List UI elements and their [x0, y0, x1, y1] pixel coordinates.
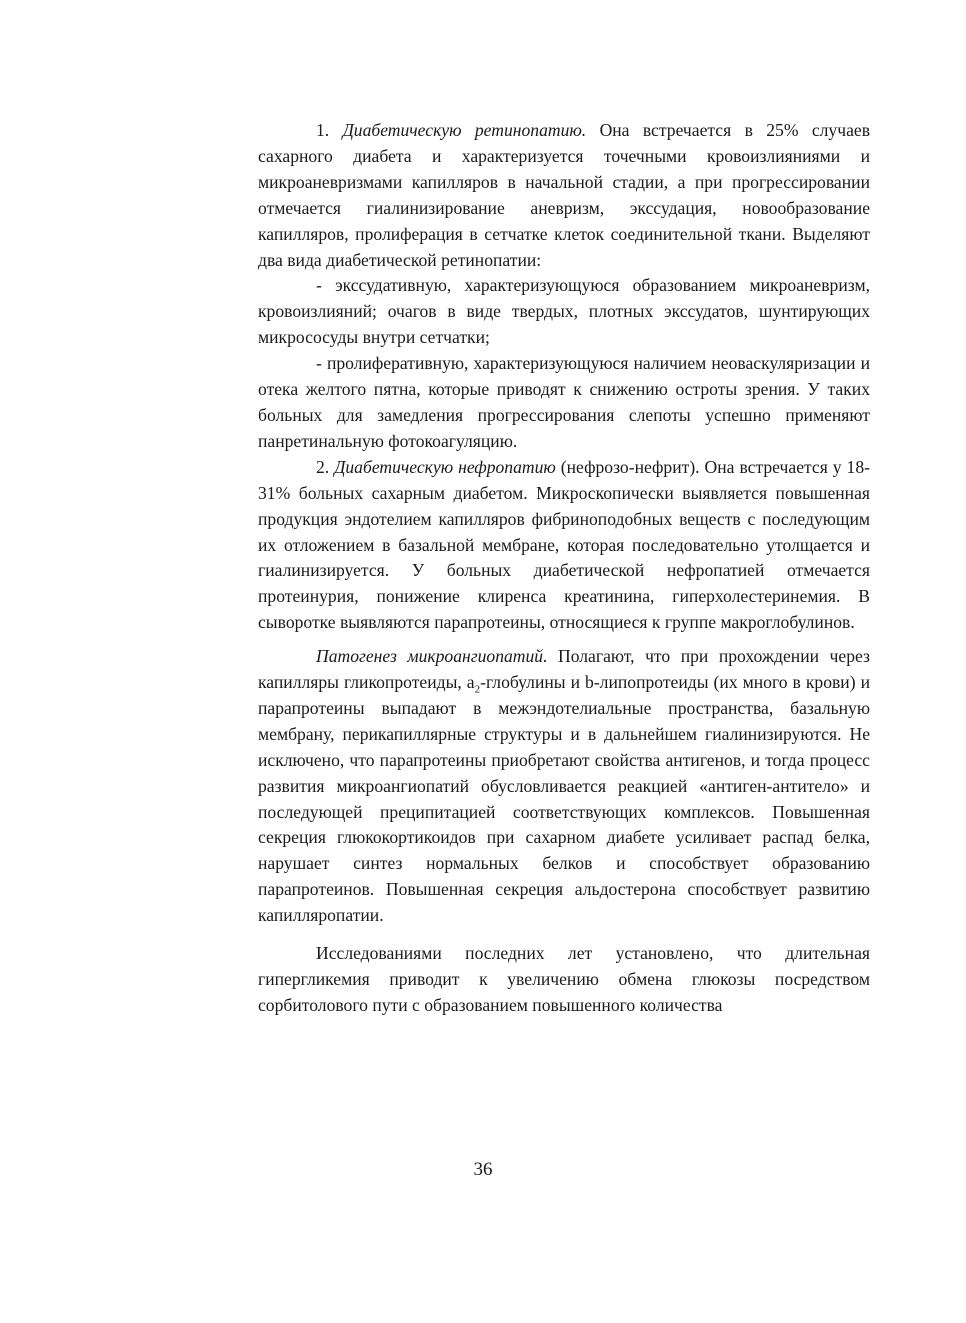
- paragraph-research: [258, 941, 870, 1019]
- paragraph-nephropathy: [258, 455, 870, 636]
- paragraph-text: (нефрозо-нефрит). Она встречается у 18-31% больных сахарным диабетом. Микроскопически выявляется повышенная продукция эндотелием капилляров фибриноподобных веществ с последующим их отложением в базальной мембране, которая последовательно утолщается и гиалинизируется. У больных диабетической нефропатией отмечается протеинурия, понижение клиренса креатинина, гиперхолестеринемия. В сыворотке выявляются парапротеины, относящиеся к группе макроглобулинов.: [258, 456, 871, 633]
- paragraph-retinopathy: [258, 118, 870, 273]
- page-number: 36: [473, 1159, 493, 1180]
- paragraph-text-b: -глобулины и b-липопротеиды (их много в крови) и парапротеины выпадают в межэндотелиальные пространства, базальную мембрану, перикапиллярные структуры и в дальнейшем гиалинизируются. Не исключено, что парапротеины приобретают свойства антигенов, и тогда процесс развития микроангиопатий обусловливается реакцией «антиген-антитело» и последующей преципитацией соответствующих комплексов. Повышенная секреция глюкокортикоидов при сахарном диабете усиливает распад белка, нарушает синтез нормальных белков и способствует образованию парапротеинов. Повышенная секреция альдостерона способствует развитию капилляропатии.: [258, 672, 870, 926]
- term-retinopathy: Диабетическую ретинопатию.: [342, 120, 587, 140]
- item-number: 1.: [316, 120, 330, 140]
- paragraph-text-a: Полагают, что при прохождении через капилляры гликопротеиды, a: [258, 646, 870, 693]
- paragraph-proliferative: [258, 351, 870, 455]
- subscript: 2: [474, 683, 481, 696]
- item-number: 2.: [316, 456, 330, 477]
- paragraph-text: - пролиферативную, характеризующуюся наличием неоваскуляризации и отека желтого пятна, которые приводят к снижению остроты зрения. У таких больных для замедления прогрессирования слепоты успешно применяют панретинальную фотокоагуляцию.: [258, 353, 870, 451]
- term-pathogenesis: Патогенез микроангиопатий.: [316, 646, 548, 667]
- paragraph-text: - экссудативную, характеризующуюся образованием микроаневризм, кровоизлияний; очагов в виде твердых, плотных экссудатов, шунтирующих микрососуды внутри сетчатки;: [258, 275, 870, 348]
- term-nephropathy: Диабетическую нефропатию: [334, 456, 556, 477]
- page-body: [258, 118, 870, 1019]
- paragraph-pathogenesis: [258, 644, 870, 929]
- paragraph-exudative: [258, 273, 870, 351]
- paragraph-text: Она встречается в 25% случаев сахарного диабета и характеризуется точечными кровоизлияниями и микроаневризмами капилляров в начальной стадии, а при прогрессировании отмечается гиалинизирование аневризм, экссудация, новообразование капилляров, пролиферация в сетчатке клеток соединительной ткани. Выделяют два вида диабетической ретинопатии:: [258, 120, 871, 270]
- paragraph-text: Исследованиями последних лет установлено, что длительная гипергликемия приводит к увеличению обмена глюкозы посредством сорбитолового пути с образованием повышенного количества: [258, 943, 870, 1015]
